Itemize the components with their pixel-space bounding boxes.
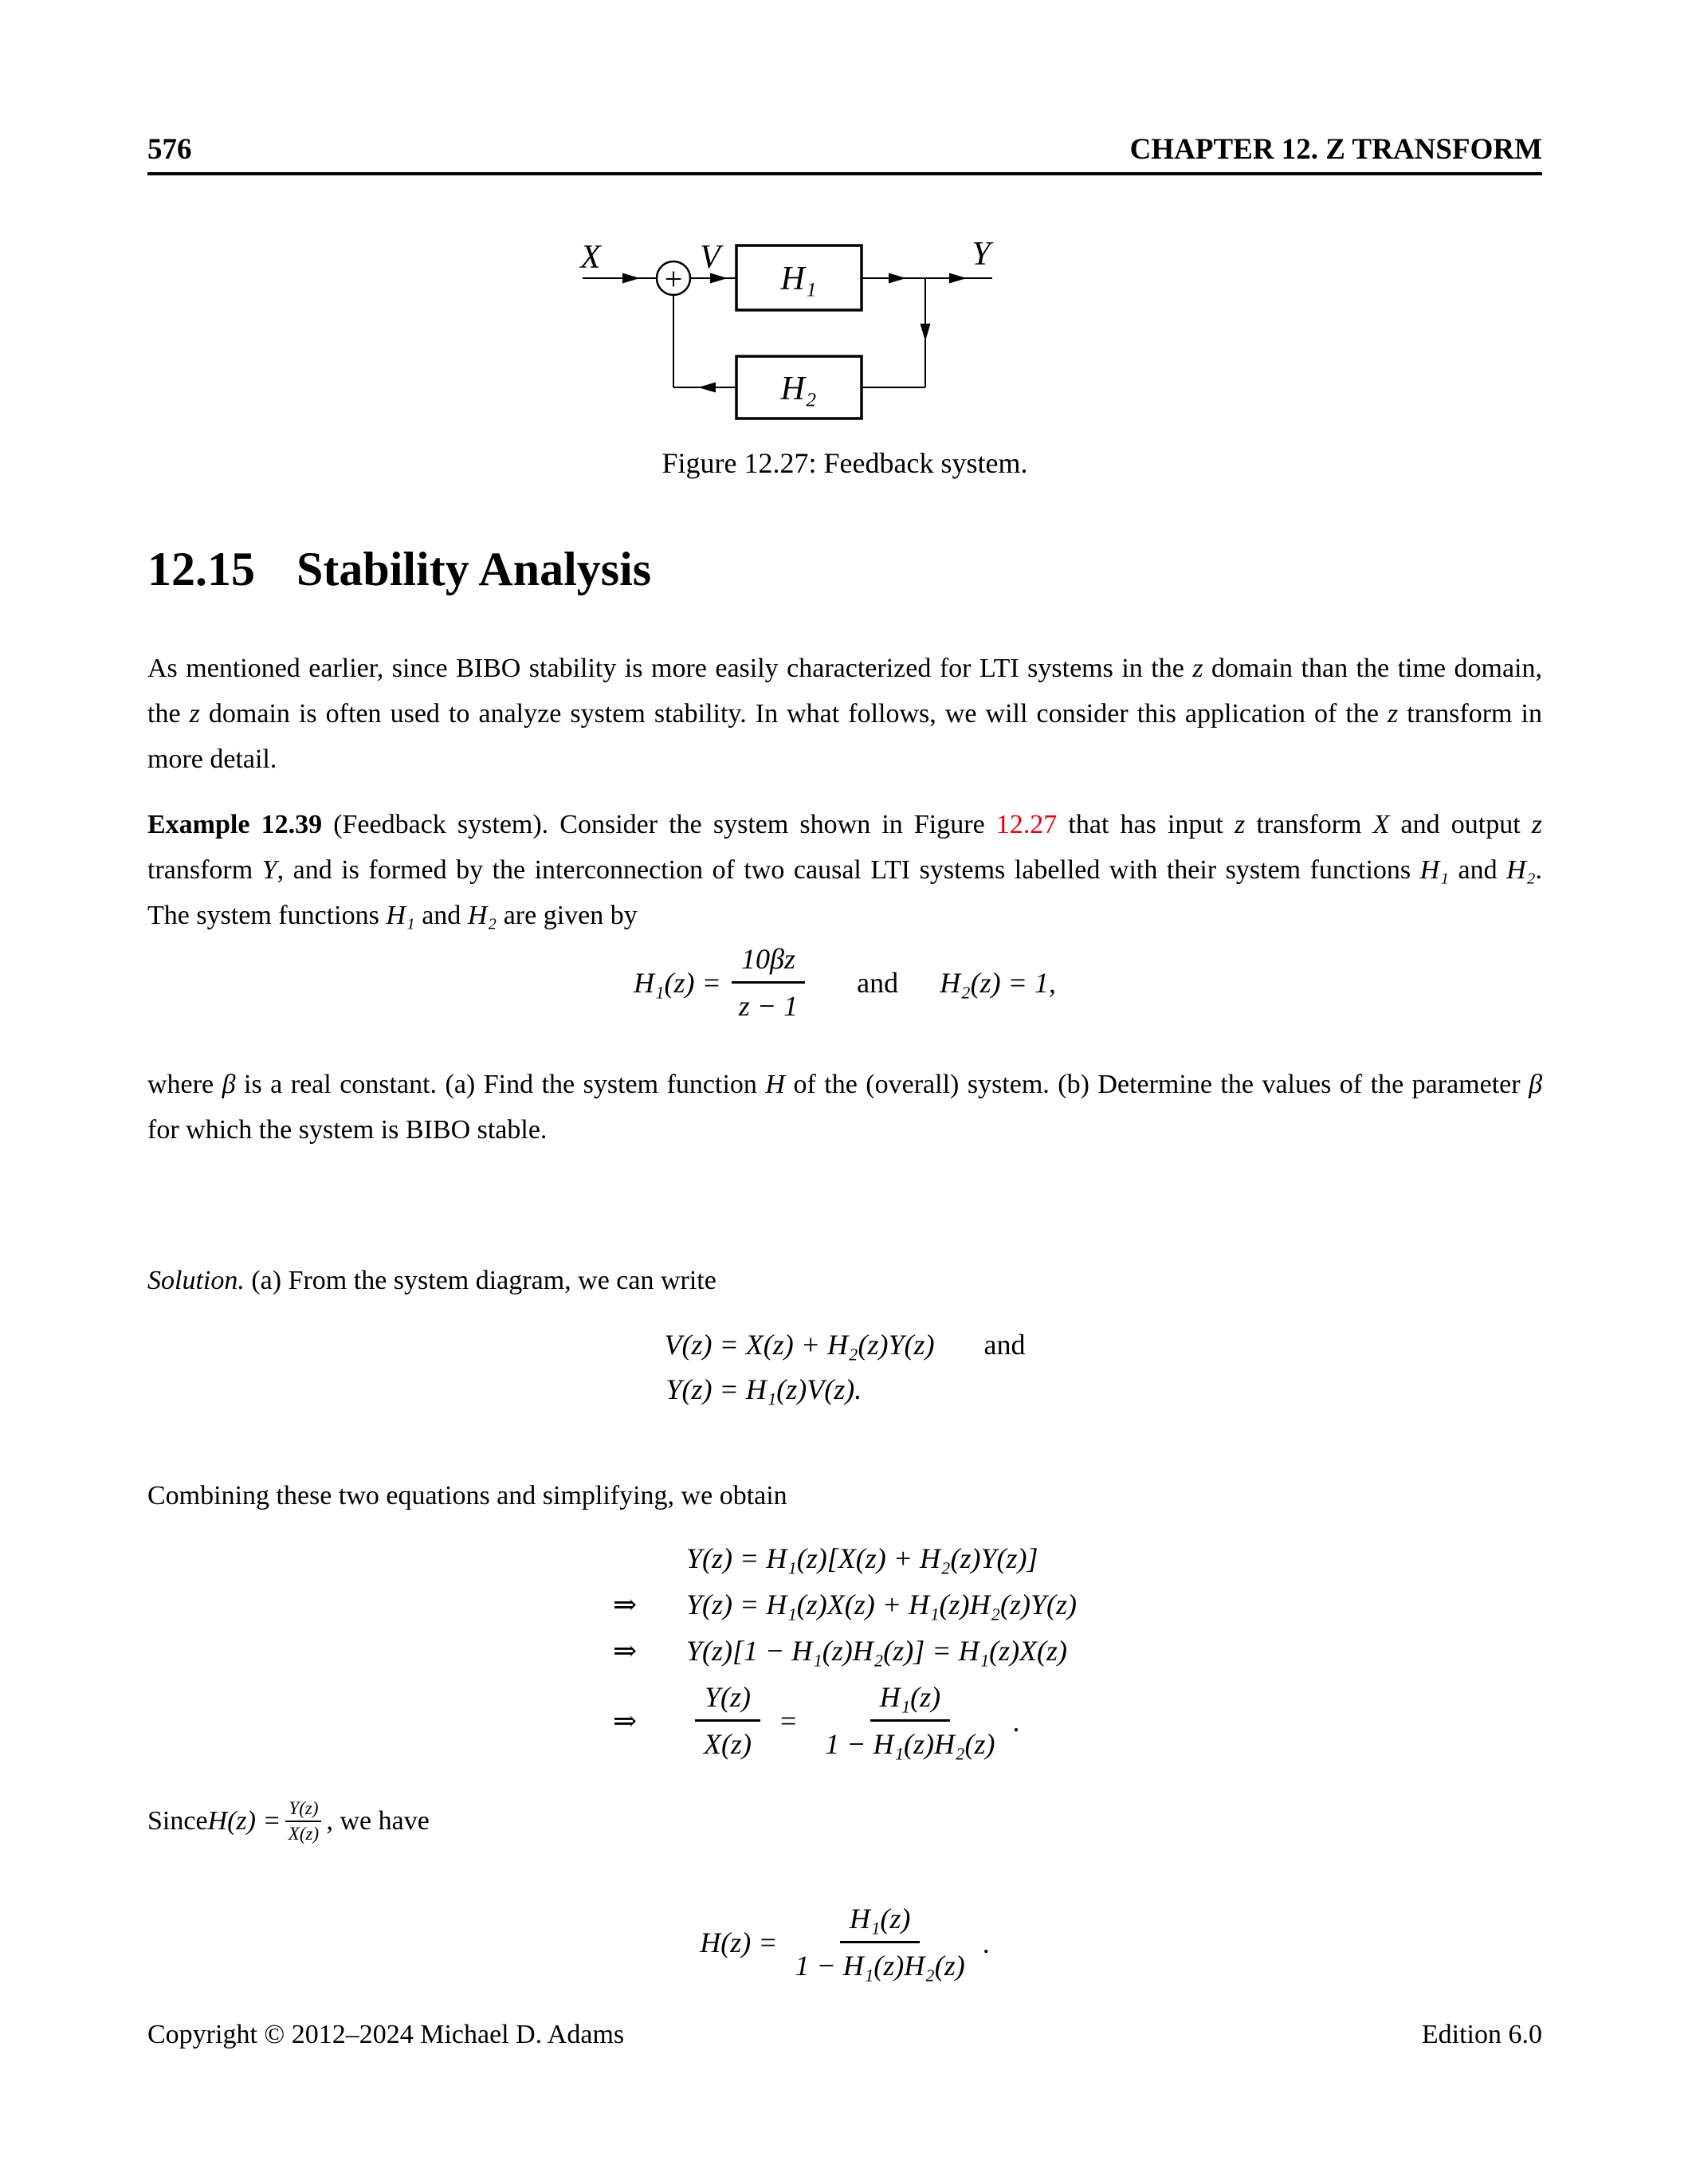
eq-node-rhs-1: = X(z) + H₂(z)Y(z) [712,1329,935,1361]
text-run: (a) From the system diagram, we can write [244,1266,716,1295]
section-title: Stability Analysis [296,543,652,595]
arrowhead-feedback [698,383,716,393]
text-run: H₂ [467,901,497,930]
paragraph-solution [147,1258,1542,1303]
page-footer [147,2020,1542,2050]
numerator: Y(z) [285,1798,321,1822]
eq-system-rhs: H₂(z) = 1, [940,966,1056,999]
arrowhead-h1-out [889,273,906,284]
denominator: 1 − H₁(z)H₂(z) [825,1728,995,1760]
text-run: are given by [497,901,638,930]
page-header [147,132,1542,167]
figure-ref-link[interactable]: 12.27 [995,810,1058,839]
numerator: Y(z) [695,1680,760,1722]
equation-node [147,1328,1542,1406]
derivation-arrow-2: ⇒ [612,1589,638,1620]
paragraph-where [147,1062,1542,1153]
text-run: domain is often used to analyze system stability. In what follows, we will consider this application of the [199,699,1388,729]
text-run: of the (overall) system. (b) Determine the values of the parameter [784,1070,1529,1099]
text-run: and output [1389,810,1532,839]
derivation-row-2: Y(z) = H₁(z)X(z) + H₁(z)H₂(z)Y(z) [685,1589,1078,1620]
derivation-arrow-4: ⇒ [612,1704,638,1737]
numerator: H₁(z) [870,1680,951,1722]
paragraph-intro [147,646,1542,782]
denominator: 1 − H₁(z)H₂(z) [795,1950,965,1982]
text-run: (Feedback system). Consider the system shown in Figure [322,810,996,839]
text-run: z [1192,654,1203,683]
denominator: X(z) [703,1728,752,1760]
paragraph-since [147,1798,1542,1845]
derivation-arrow-3: ⇒ [612,1635,638,1667]
paragraph-example [147,802,1542,938]
paragraph-combining: Combining these two equations and simplifying, we obtain [147,1481,787,1510]
figure-caption: Figure 12.27: Feedback system. [661,447,1028,479]
eq-system-lhs: H₁(z) = [634,966,721,999]
text-run: and [1449,855,1507,885]
text-run: Since [147,1806,208,1836]
text-run: transform [1245,810,1373,839]
text-run: Solution. [147,1266,245,1295]
hz-term: H(z) = [207,1806,281,1836]
text-run: H₁ [386,901,415,930]
text-run: H [765,1070,785,1099]
connector-and: and [983,1329,1026,1361]
derivation-row-1: Y(z) = H₁(z)[X(z) + H₂(z)Y(z)] [685,1542,1038,1574]
text-run: H₂ [1506,855,1536,885]
text-run: H₁ [1419,855,1450,885]
text-run: , we have [326,1806,430,1836]
copyright-text: Copyright © 2012–2024 Michael D. Adams [147,2020,625,2049]
section-heading [147,542,1542,597]
output-signal-label: Y [972,239,991,273]
eq-node-lhs-1: V(z) [664,1329,712,1361]
feedback-system-diagram [576,239,1002,432]
equals-sign: = [779,1704,797,1737]
h1-label: H₁ [780,261,817,297]
text-run: that has input [1057,810,1235,839]
v-signal-label: V [700,239,720,276]
text-run: z [1234,810,1246,839]
denominator: X(z) [288,1824,320,1844]
edition-text: Edition 6.0 [1421,2020,1542,2049]
arrowhead-input [622,273,640,284]
figure-diagram [576,239,1002,432]
text-run: , and is formed by the interconnection of two causal LTI systems labelled with their system functions [277,855,1420,885]
adder-plus-sign: + [664,261,683,297]
equation-system-functions [147,942,1542,1023]
text-run: X [1372,810,1390,839]
header-rule [147,172,1542,175]
section-number: 12.15 [147,543,255,595]
eq-node-rhs-2: = H₁(z)V(z). [712,1373,862,1405]
text-run: where [147,1070,222,1099]
text-run: β [1529,1070,1543,1099]
equation-final [147,1902,1542,1982]
text-run: for which the system is BIBO stable. [147,1115,548,1145]
numerator: H₁(z) [840,1902,921,1943]
chapter-title: CHAPTER 12. Z TRANSFORM [1129,133,1542,166]
ratio-fraction [694,1680,761,1761]
text-run: and [414,901,468,930]
text-run: is a real constant. (a) Find the system function [235,1070,766,1099]
eq-final-fraction [785,1902,974,1982]
text-run: As mentioned earlier, since BIBO stability is more easily characterized for LTI systems in the [147,654,1193,683]
text-run: z [1531,810,1543,839]
period: . [982,1927,990,1959]
text-run: transform in more detail. [147,699,1542,774]
period: . [1012,1706,1020,1738]
equation-derivation [147,1542,1542,1761]
text-run: Example 12.39 [147,810,323,839]
text-run: . The system functions [147,855,1543,930]
text-run: β [222,1070,236,1099]
text-run: transform [147,855,262,885]
arrowhead-branch-down [921,324,931,341]
text-run: z [1388,699,1399,729]
text-run: Y [261,855,277,885]
arrowhead-output [949,273,967,284]
denominator: z − 1 [738,990,799,1022]
eq-node-lhs-2: Y(z) [665,1373,712,1405]
connector-and: and [857,966,899,999]
page-number: 576 [147,133,192,166]
input-signal-label: X [580,239,601,276]
inline-fraction [285,1798,321,1845]
eq-final-lhs: H(z) = [700,1926,778,1958]
numerator: 10βz [732,942,805,984]
derivation-row-3: Y(z)[1 − H₁(z)H₂(z)] = H₁(z)X(z) [685,1635,1068,1667]
text-run: domain than the time domain, the [147,654,1542,729]
eq-system-fraction [729,942,807,1023]
derivation-row-4 [686,1680,1077,1761]
transfer-fraction [815,1680,1004,1761]
h2-label: H₂ [780,371,817,407]
text-run: z [189,699,200,729]
